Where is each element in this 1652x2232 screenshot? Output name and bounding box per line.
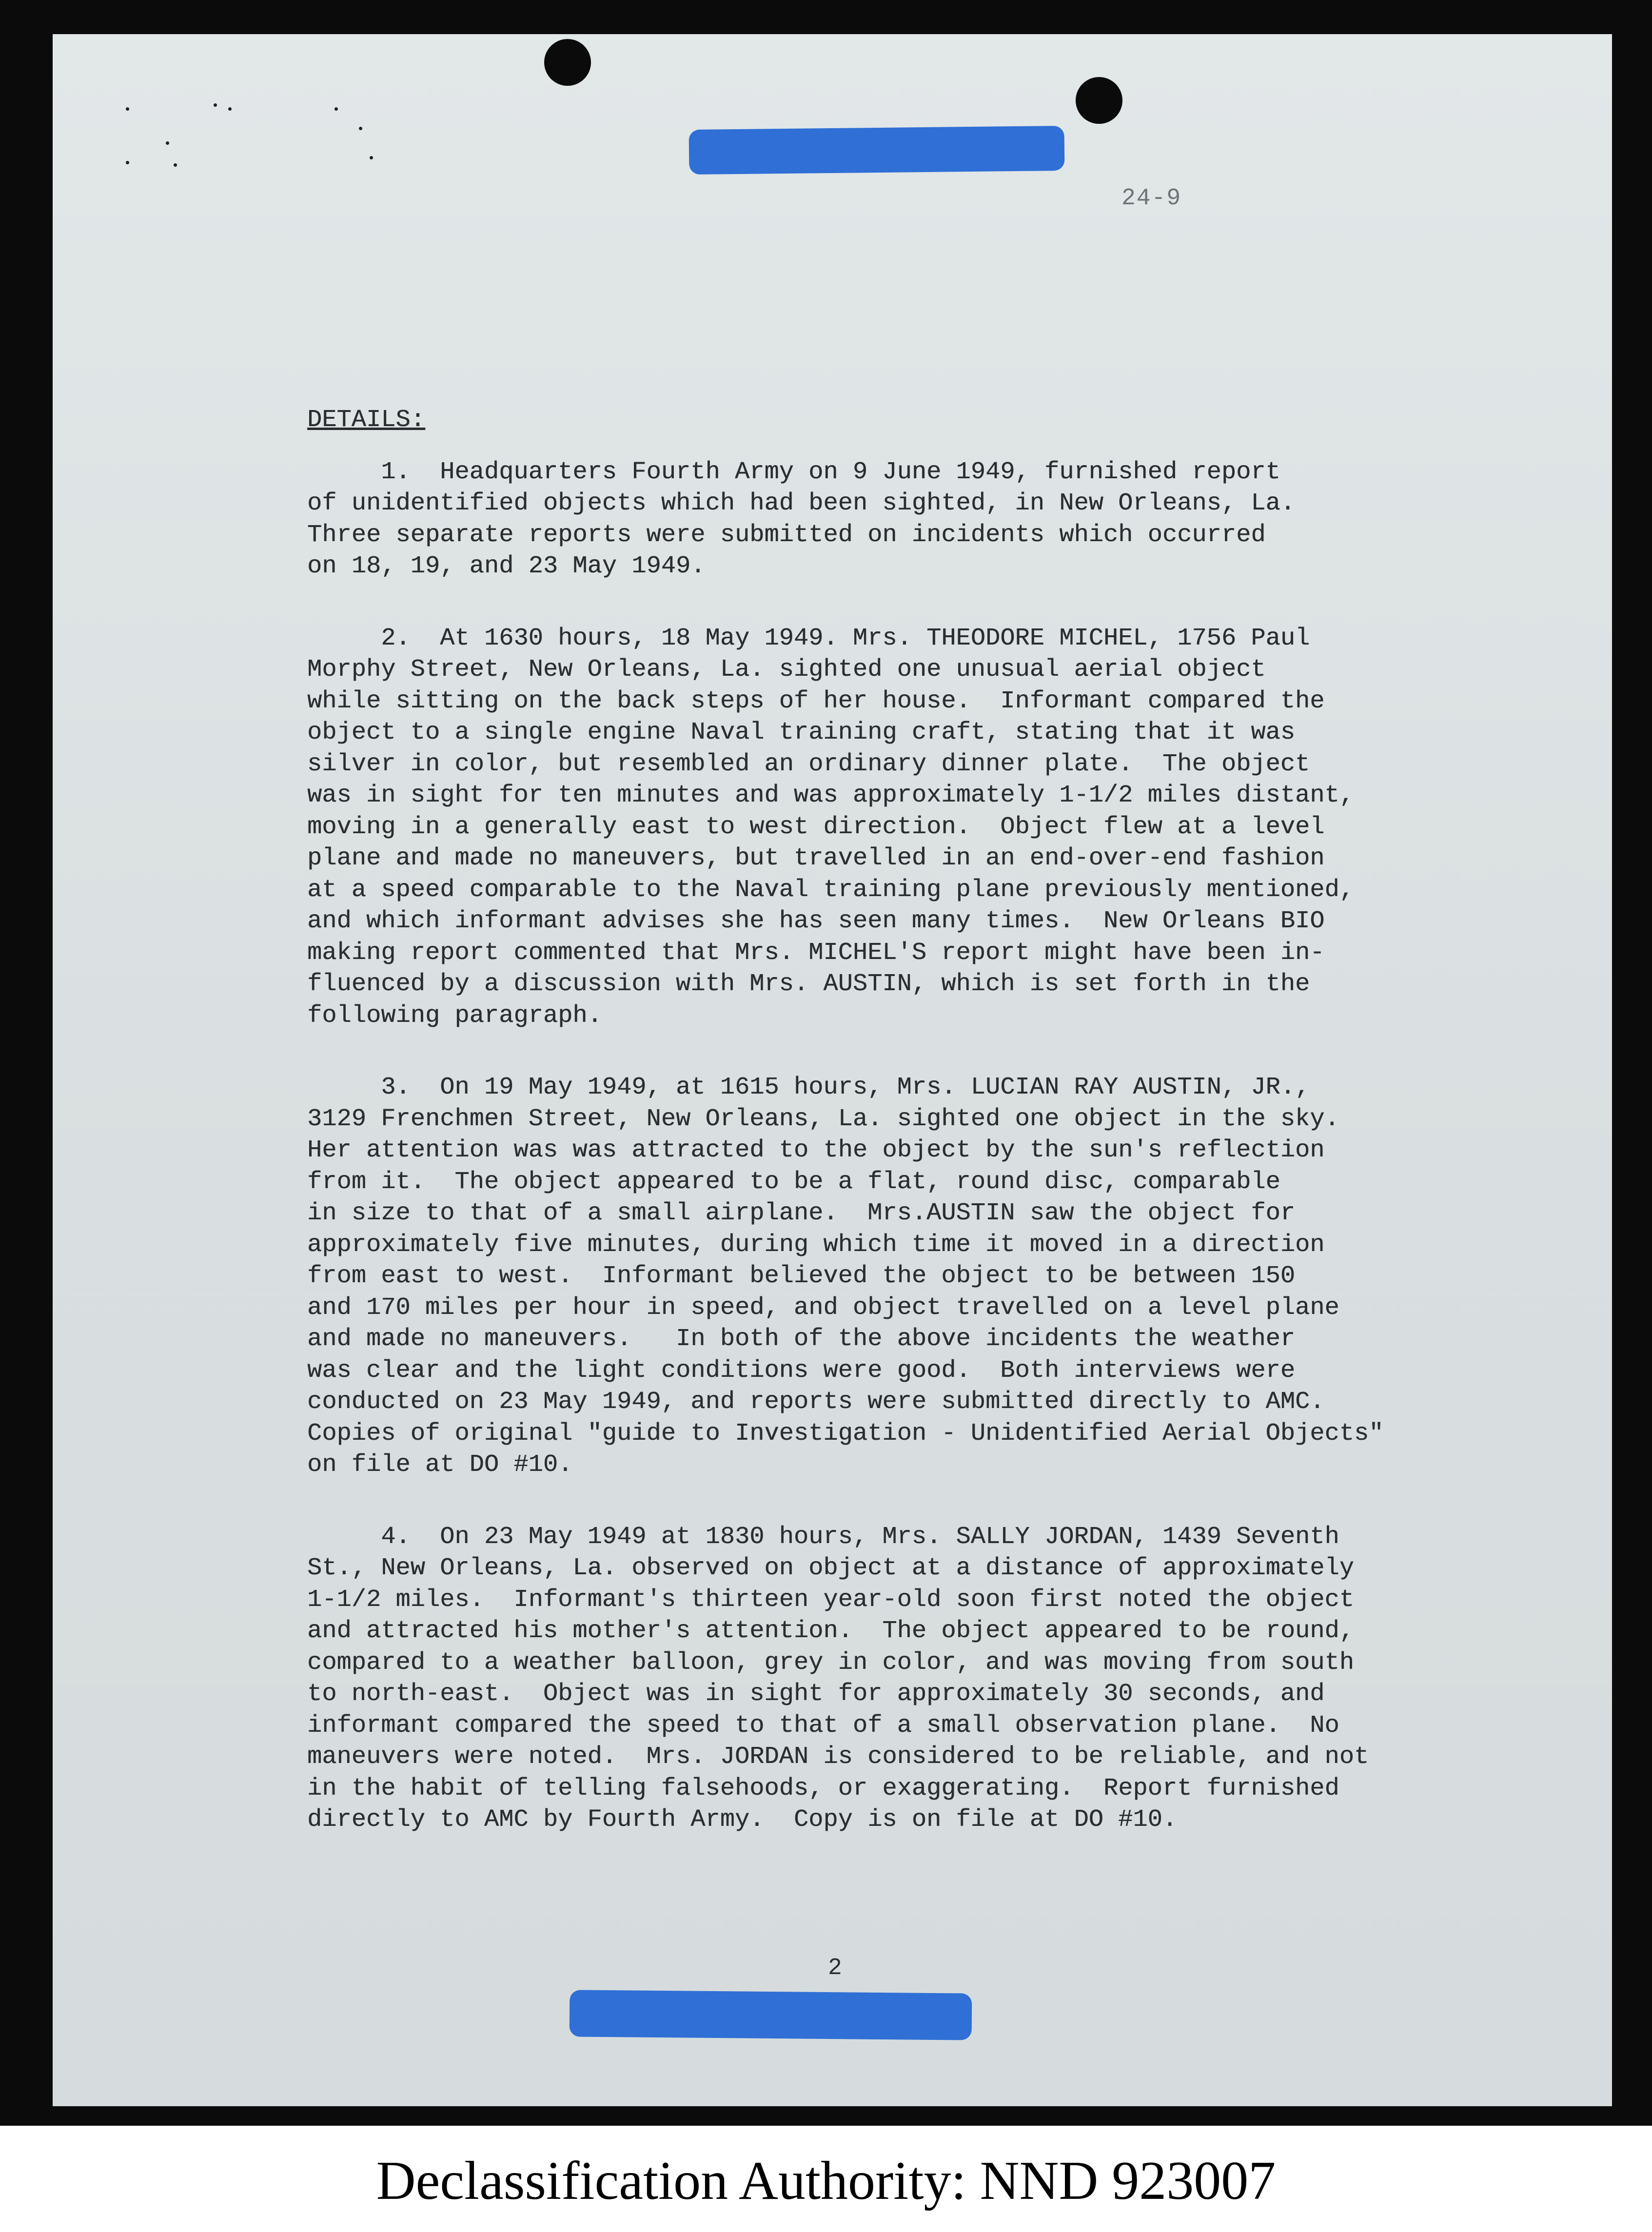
text-line: informant compared the speed to that of a small observation plane. No — [307, 1711, 1339, 1740]
paragraph-4 — [307, 1522, 1497, 1836]
text-line: 1. Headquarters Fourth Army on 9 June 1949, furnished report — [307, 458, 1280, 486]
paper-speck — [174, 163, 177, 167]
text-line: to north-east. Object was in sight for approximately 30 seconds, and — [307, 1680, 1325, 1708]
text-line: on 18, 19, and 23 May 1949. — [307, 552, 706, 580]
text-line: and made no maneuvers. In both of the above incidents the weather — [307, 1325, 1296, 1353]
paragraph-1 — [307, 457, 1497, 583]
details-heading: DETAILS: — [307, 406, 425, 434]
text-line: moving in a generally east to west direction. Object flew at a level — [307, 813, 1325, 841]
text-line: object to a single engine Naval training craft, stating that it was — [307, 719, 1296, 746]
declassification-authority: Declassification Authority: NND 923007 — [376, 2151, 1276, 2211]
text-line: fluenced by a discussion with Mrs. AUSTIN, which is set forth in the — [307, 970, 1310, 998]
text-line: from it. The object appeared to be a flat, round disc, comparable — [307, 1168, 1280, 1196]
text-line: and attracted his mother's attention. The object appeared to be round, — [307, 1617, 1354, 1645]
document-body — [307, 405, 1497, 1877]
text-line: compared to a weather balloon, grey in color, and was moving from south — [307, 1648, 1354, 1677]
paper-speck — [228, 107, 232, 111]
text-line: 4. On 23 May 1949 at 1830 hours, Mrs. SALLY JORDAN, 1439 Seventh — [307, 1523, 1339, 1551]
page-number: 2 — [828, 1955, 842, 1981]
text-line: of unidentified objects which had been sighted, in New Orleans, La. — [307, 489, 1296, 517]
text-line: at a speed comparable to the Naval training plane previously mentioned, — [307, 876, 1354, 904]
paper-speck — [370, 156, 373, 159]
text-line: conducted on 23 May 1949, and reports were submitted directly to AMC. — [307, 1388, 1325, 1416]
text-line: in the habit of telling falsehoods, or exaggerating. Report furnished — [307, 1774, 1339, 1802]
paragraph-2 — [307, 623, 1497, 1032]
redaction-bar-bottom — [570, 1990, 972, 2040]
text-line: in size to that of a small airplane. Mrs.AUSTIN saw the object for — [307, 1199, 1296, 1227]
text-line: and 170 miles per hour in speed, and object travelled on a level plane — [307, 1293, 1339, 1322]
text-line: from east to west. Informant believed the object to be between 150 — [307, 1262, 1296, 1290]
text-line: Morphy Street, New Orleans, La. sighted one unusual aerial object — [307, 656, 1266, 684]
text-line: St., New Orleans, La. observed on object at a distance of approximately — [307, 1554, 1354, 1582]
text-line: Three separate reports were submitted on incidents which occurred — [307, 521, 1266, 549]
text-line: directly to AMC by Fourth Army. Copy is on file at DO #10. — [307, 1806, 1178, 1834]
punch-hole-left — [544, 39, 591, 86]
text-line: 1-1/2 miles. Informant's thirteen year-old soon first noted the object — [307, 1586, 1354, 1614]
text-line: following paragraph. — [307, 1001, 602, 1030]
text-line: Copies of original "guide to Investigation - Unidentified Aerial Objects" — [307, 1419, 1384, 1448]
paper-speck — [126, 107, 129, 111]
paper-speck — [214, 103, 217, 107]
text-line: 2. At 1630 hours, 18 May 1949. Mrs. THEODORE MICHEL, 1756 Paul — [307, 624, 1310, 652]
text-line: maneuvers were noted. Mrs. JORDAN is considered to be reliable, and not — [307, 1743, 1369, 1771]
text-line: was clear and the light conditions were good. Both interviews were — [307, 1356, 1296, 1385]
text-line: and which informant advises she has seen many times. New Orleans BIO — [307, 907, 1325, 935]
punch-hole-right — [1076, 77, 1122, 124]
paper-speck — [334, 107, 338, 111]
text-line: was in sight for ten minutes and was approximately 1-1/2 miles distant, — [307, 782, 1354, 809]
text-line: while sitting on the back steps of her house. Informant compared the — [307, 687, 1325, 715]
paper-speck — [126, 161, 129, 164]
page-reference: 24-9 — [1121, 185, 1182, 212]
paragraph-3 — [307, 1072, 1497, 1481]
paper-speck — [166, 141, 169, 145]
text-line: making report commented that Mrs. MICHEL'S report might have been in- — [307, 939, 1325, 967]
text-line: silver in color, but resembled an ordinary dinner plate. The object — [307, 750, 1310, 778]
text-line: plane and made no maneuvers, but travelled in an end-over-end fashion — [307, 844, 1325, 872]
text-line: Her attention was was attracted to the object by the sun's reflection — [307, 1136, 1325, 1164]
text-line: approximately five minutes, during which time it moved in a direction — [307, 1231, 1325, 1259]
text-line: 3. On 19 May 1949, at 1615 hours, Mrs. LUCIAN RAY AUSTIN, JR., — [307, 1074, 1310, 1101]
text-line: 3129 Frenchmen Street, New Orleans, La. sighted one object in the sky. — [307, 1105, 1339, 1133]
redaction-bar-top — [689, 126, 1065, 175]
text-line: on file at DO #10. — [307, 1451, 573, 1479]
paper-speck — [359, 127, 362, 130]
